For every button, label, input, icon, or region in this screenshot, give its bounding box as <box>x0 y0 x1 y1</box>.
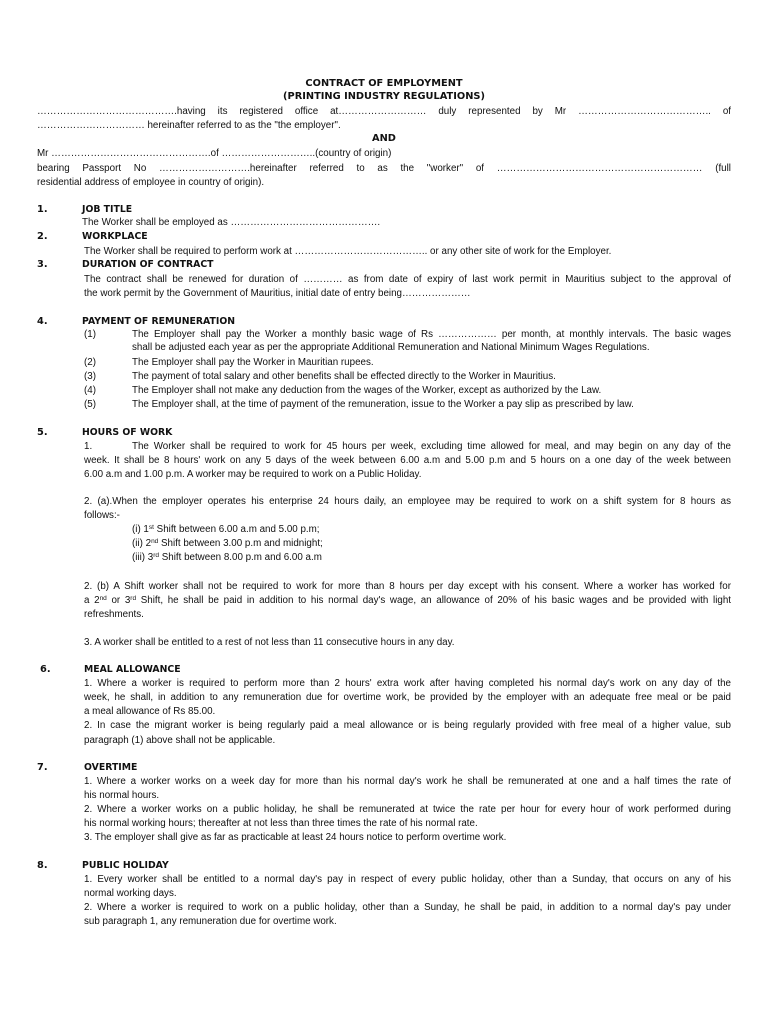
meal-line-1: 1. Where a worker is required to perform more than 2 hours' extra work after having completed his normal day's work on any day of the <box>84 678 731 689</box>
shift-1-text: Shift between 6.00 a.m and 5.00 p.m; <box>153 524 320 535</box>
shift-1-ordinal: st <box>148 524 154 531</box>
meal-line-2: week, he shall, in addition to any remuneration due for overtime work, be provided by the employer with an adequate free meal or be paid <box>84 692 731 703</box>
document-subtitle: (PRINTING INDUSTRY REGULATIONS) <box>283 91 485 102</box>
shift-2-ordinal: nd <box>151 538 159 545</box>
and-label: AND <box>372 133 396 144</box>
remuneration-item-1-line-1: The Employer shall pay the Worker a monthly basic wage of Rs ……………… per month, at monthly intervals. The basic wages <box>132 329 731 340</box>
overtime-line-1: 1. Where a worker works on a week day for more than his normal day's work he shall be remunerated at one and a half times the rate of <box>84 776 731 787</box>
section-1-number: 1. <box>37 204 48 215</box>
section-2-text: The Worker shall be required to perform work at ………………………………….. or any other site of work for the Employer. <box>84 246 612 257</box>
holiday-line-3: 2. Where a worker is required to work on a public holiday, other than a Sunday, he shall be paid, in addition to a normal day's pay under <box>84 902 731 913</box>
section-5-number: 5. <box>37 427 48 438</box>
section-5-heading: HOURS OF WORK <box>82 427 173 438</box>
remuneration-item-number: (3) <box>84 371 96 382</box>
intro-passport-line: bearing Passport No ……………………….hereinafter referred to as the "worker" of ……………………………………………………… (full <box>37 163 731 174</box>
remuneration-item-number: (1) <box>84 329 96 340</box>
section-7-heading: OVERTIME <box>84 762 138 773</box>
hours-para-3: 3. A worker shall be entitled to a rest of not less than 11 consecutive hours in any day. <box>84 637 455 648</box>
section-4-number: 4. <box>37 316 48 327</box>
holiday-line-2: normal working days. <box>84 888 177 899</box>
overtime-line-4: his normal working hours; thereafter at not less than three times the rate of his normal rate. <box>84 818 478 829</box>
remuneration-item-1-line-2: shall be adjusted each year as per the appropriate Additional Remuneration and National Minimum Wages Regulations. <box>132 342 650 353</box>
meal-line-5: paragraph (1) above shall not be applicable. <box>84 735 276 746</box>
section-6-number: 6. <box>40 664 51 675</box>
shift-3-label: (iii) 3 <box>132 552 154 563</box>
meal-line-3: a meal allowance of Rs 85.00. <box>84 706 216 717</box>
remuneration-item-2: The Employer shall pay the Worker in Mauritian rupees. <box>132 357 374 368</box>
section-3-line-2: the work permit by the Government of Mauritius, initial date of entry being………………… <box>84 288 471 299</box>
hours-para-1-line-3: 6.00 a.m and 1.00 p.m. A worker may be required to work on a Public Holiday. <box>84 469 422 480</box>
hours-para-2b-text: a 2 <box>84 595 100 606</box>
overtime-line-3: 2. Where a worker works on a public holiday, he shall be remunerated at twice the rate per hour for every hour of work performed during <box>84 804 731 815</box>
section-1-heading: JOB TITLE <box>82 204 133 215</box>
hours-para-2b-ordinal: nd <box>99 595 107 602</box>
hours-para-2a-line-2: follows:- <box>84 510 120 521</box>
section-3-heading: DURATION OF CONTRACT <box>82 259 214 270</box>
section-4-heading: PAYMENT OF REMUNERATION <box>82 316 236 327</box>
hours-para-2b-text: or 3 <box>106 595 131 606</box>
shift-3-ordinal: rd <box>153 552 160 559</box>
intro-address-line: residential address of employee in country of origin). <box>37 177 265 188</box>
section-2-heading: WORKPLACE <box>82 231 148 242</box>
shift-3 <box>132 551 322 564</box>
hours-para-2b-line-3: refreshments. <box>84 609 144 620</box>
section-7-number: 7. <box>37 762 48 773</box>
meal-line-4: 2. In case the migrant worker is being regularly paid a meal allowance or is being regularly provided with free meal of a higher value, sub <box>84 720 731 731</box>
holiday-line-4: sub paragraph 1, any remuneration due for overtime work. <box>84 916 337 927</box>
section-1-text: The Worker shall be employed as ………………………………………. <box>82 217 381 228</box>
intro-employer-ref: …………………………… hereinafter referred to as the "the employer". <box>37 120 341 131</box>
section-8-number: 8. <box>37 860 48 871</box>
shift-2 <box>132 537 323 550</box>
shift-2-text: Shift between 3.00 p.m and midnight; <box>158 538 323 549</box>
document-title: CONTRACT OF EMPLOYMENT <box>305 78 463 89</box>
remuneration-item-5: The Employer shall, at the time of payment of the remuneration, issue to the Worker a pay slip as prescribed by law. <box>132 399 634 410</box>
holiday-line-1: 1. Every worker shall be entitled to a normal day's pay in respect of every public holiday, other than a Sunday, that occurs on any of his <box>84 874 731 885</box>
section-3-number: 3. <box>37 259 48 270</box>
remuneration-item-number: (5) <box>84 399 96 410</box>
overtime-line-2: his normal hours. <box>84 790 160 801</box>
hours-para-2b-line-2 <box>84 594 731 607</box>
remuneration-item-number: (2) <box>84 357 96 368</box>
remuneration-item-number: (4) <box>84 385 96 396</box>
section-2-number: 2. <box>37 231 48 242</box>
hours-para-1-line-1: The Worker shall be required to work for 45 hours per week, excluding time allowed for meal, and may begin on any day of the <box>132 441 731 452</box>
section-3-line-1: The contract shall be renewed for duration of ………… as from date of expiry of last work permit in Mauritius subject to the approval of <box>84 274 731 285</box>
intro-worker-name: Mr ………………………………………….of ………………………..(country of origin) <box>37 148 392 159</box>
section-6-heading: MEAL ALLOWANCE <box>84 664 181 675</box>
shift-3-text: Shift between 8.00 p.m and 6.00 a.m <box>159 552 322 563</box>
overtime-line-5: 3. The employer shall give as far as practicable at least 24 hours notice to perform overtime work. <box>84 832 507 843</box>
section-8-heading: PUBLIC HOLIDAY <box>82 860 169 871</box>
hours-para-2b-line-1: 2. (b) A Shift worker shall not be required to work for more than 8 hours per day except with his consent. Where a worker has worked for <box>84 581 731 592</box>
hours-para-2b-text: Shift, he shall be paid in addition to his normal day's wage, an allowance of 20% of his basic wages and be provided with light <box>136 595 731 606</box>
intro-employer-line: …………………………………….having its registered office at……………………… duly represented by Mr ………………………………….. of <box>37 106 731 117</box>
hours-para-2b-ordinal: rd <box>130 595 137 602</box>
shift-1 <box>132 523 320 536</box>
hours-para-2a-line-1: 2. (a).When the employer operates his enterprise 24 hours daily, an employee may be required to work on a shift system for 8 hours as <box>84 496 731 507</box>
shift-2-label: (ii) 2 <box>132 538 152 549</box>
remuneration-item-4: The Employer shall not make any deduction from the wages of the Worker, except as authorized by the Law. <box>132 385 602 396</box>
hours-para-1-line-2: week. It shall be 8 hours' work on any 5 days of the week between 6.00 a.m and 5.00 p.m and 5 hours on a one day of the week between <box>84 455 731 466</box>
remuneration-item-3: The payment of total salary and other benefits shall be effected directly to the Worker in Mauritius. <box>132 371 556 382</box>
shift-1-label: (i) 1 <box>132 524 149 535</box>
hours-para-1-number: 1. <box>84 441 93 452</box>
